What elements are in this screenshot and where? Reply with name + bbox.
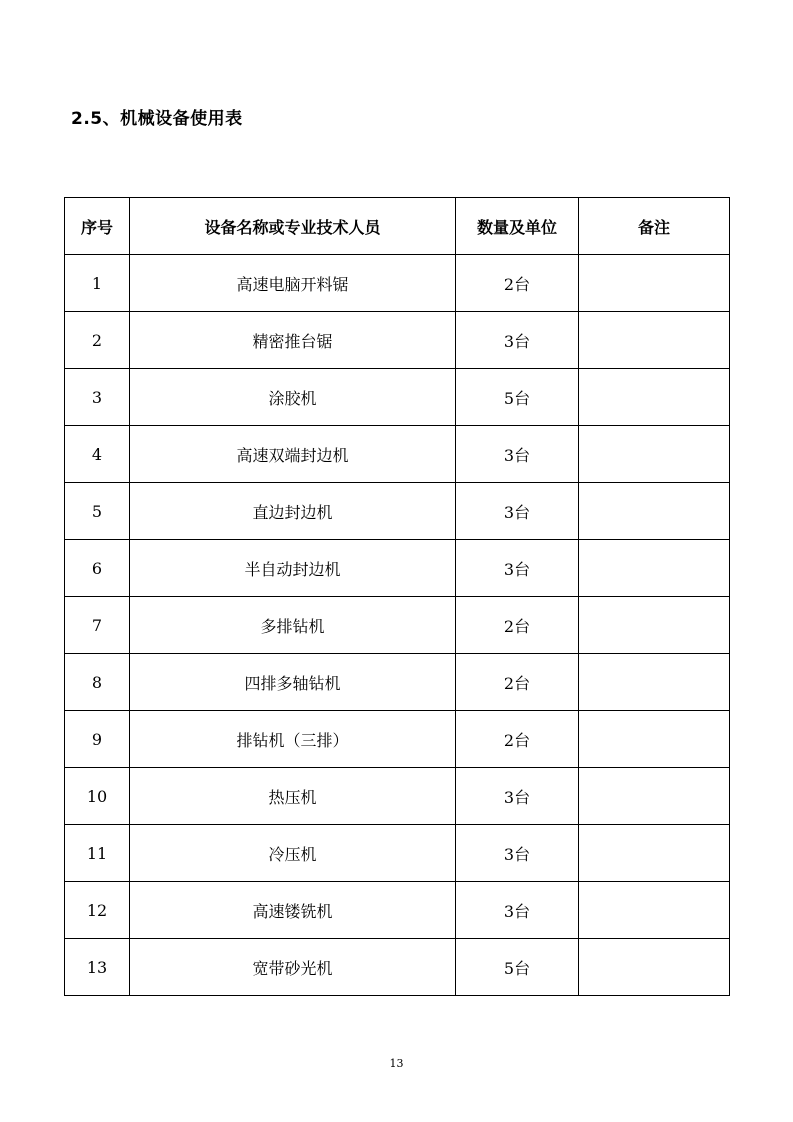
row-quantity: 3台: [456, 768, 579, 825]
row-remarks: [579, 825, 730, 882]
table-row: [65, 711, 730, 768]
row-remarks: [579, 312, 730, 369]
header-remarks: 备注: [579, 198, 730, 255]
row-equipment-name: 宽带砂光机: [130, 939, 456, 996]
row-index: 8: [65, 654, 130, 711]
row-remarks: [579, 483, 730, 540]
row-quantity: 2台: [456, 711, 579, 768]
row-quantity: 3台: [456, 825, 579, 882]
table-row: [65, 597, 730, 654]
header-equipment-name: 设备名称或专业技术人员: [130, 198, 456, 255]
row-equipment-name: 高速电脑开料锯: [130, 255, 456, 312]
row-remarks: [579, 540, 730, 597]
row-index: 11: [65, 825, 130, 882]
row-remarks: [579, 426, 730, 483]
page-number: 13: [389, 1057, 404, 1070]
row-quantity: 2台: [456, 654, 579, 711]
row-equipment-name: 多排钻机: [130, 597, 456, 654]
row-quantity: 3台: [456, 312, 579, 369]
table-row: [65, 939, 730, 996]
row-quantity: 2台: [456, 597, 579, 654]
row-remarks: [579, 939, 730, 996]
row-equipment-name: 涂胶机: [130, 369, 456, 426]
row-index: 2: [65, 312, 130, 369]
row-remarks: [579, 369, 730, 426]
row-equipment-name: 高速镂铣机: [130, 882, 456, 939]
header-quantity: 数量及单位: [456, 198, 579, 255]
row-index: 4: [65, 426, 130, 483]
header-index: 序号: [65, 198, 130, 255]
row-equipment-name: 直边封边机: [130, 483, 456, 540]
row-equipment-name: 高速双端封边机: [130, 426, 456, 483]
row-quantity: 2台: [456, 255, 579, 312]
row-remarks: [579, 597, 730, 654]
row-equipment-name: 冷压机: [130, 825, 456, 882]
row-index: 13: [65, 939, 130, 996]
row-quantity: 5台: [456, 939, 579, 996]
row-index: 6: [65, 540, 130, 597]
row-quantity: 3台: [456, 540, 579, 597]
row-remarks: [579, 654, 730, 711]
row-index: 1: [65, 255, 130, 312]
table-row: [65, 768, 730, 825]
section-heading: 2.5、机械设备使用表: [71, 109, 243, 129]
row-equipment-name: 半自动封边机: [130, 540, 456, 597]
row-equipment-name: 热压机: [130, 768, 456, 825]
row-index: 3: [65, 369, 130, 426]
row-index: 10: [65, 768, 130, 825]
table-header-row: [65, 198, 730, 255]
row-index: 9: [65, 711, 130, 768]
table-row: [65, 540, 730, 597]
row-index: 7: [65, 597, 130, 654]
table-row: [65, 483, 730, 540]
row-quantity: 5台: [456, 369, 579, 426]
equipment-table: [64, 197, 730, 996]
row-equipment-name: 四排多轴钻机: [130, 654, 456, 711]
table-row: [65, 255, 730, 312]
row-equipment-name: 排钻机（三排）: [130, 711, 456, 768]
table-row: [65, 654, 730, 711]
row-quantity: 3台: [456, 483, 579, 540]
table-row: [65, 825, 730, 882]
row-remarks: [579, 882, 730, 939]
row-remarks: [579, 711, 730, 768]
table-row: [65, 312, 730, 369]
table-row: [65, 369, 730, 426]
row-equipment-name: 精密推台锯: [130, 312, 456, 369]
row-index: 12: [65, 882, 130, 939]
table-row: [65, 882, 730, 939]
row-index: 5: [65, 483, 130, 540]
row-remarks: [579, 768, 730, 825]
row-quantity: 3台: [456, 426, 579, 483]
table-row: [65, 426, 730, 483]
row-quantity: 3台: [456, 882, 579, 939]
row-remarks: [579, 255, 730, 312]
